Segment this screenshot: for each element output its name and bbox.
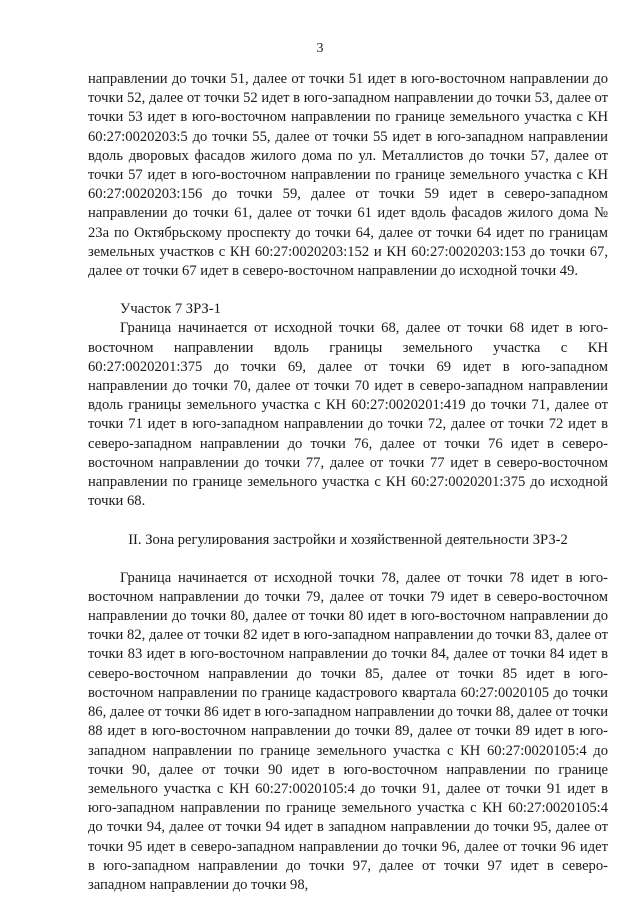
- paragraph-zrz2-boundary: Граница начинается от исходной точки 78, далее от точки 78 идет в юго-восточном направлении до точки 79, далее от точки 79 идет в северо-восточном направлении до точки 80, далее от точки 80 идет в юго-восточном направлении до точки 82, далее от точки 82 идет в юго-западном направлении до точки 83, далее от точки 83 идет в юго-восточном направлении до точки 84, далее от точки 84 идет в северо-восточном направлении до точки 85, далее от точки 85 идет в юго-восточном направлении по границе кадастрового квартала 60:27:0020105 до точки 86, далее от точки 86 идет в юго-западном направлении до точки 88, далее от точки 88 идет в юго-восточном направлении до точки 89, далее от точки 89 идет в юго-западном направлении по границе земельного участка с КН 60:27:0020105:4 до точки 90, далее от точки 90 идет в юго-восточном направлении по границе земельного участка с КН 60:27:0020105:4 до точки 91, далее от точки 91 идет в юго-западном направлении по границе земельного участка с КН 60:27:0020105:4 до точки 94, далее от точки 94 идет в западном направлении до точки 95, далее от точки 95 идет в северо-западном направлении до точки 96, далее от точки 96 идет в юго-западном направлении до точки 97, далее от точки 97 идет в северо-западном направлении до точки 98,: [88, 569, 608, 893]
- plot-heading: Участок 7 ЗРЗ-1: [120, 301, 221, 318]
- document-body: [88, 70, 608, 895]
- page-number: 3: [316, 41, 324, 56]
- section-title: II. Зона регулирования застройки и хозяйственной деятельности ЗРЗ-2: [128, 532, 568, 549]
- paragraph-plot7-boundary: Граница начинается от исходной точки 68, далее от точки 68 идет в юго-восточном направлении вдоль границы земельного участка с КН 60:27:0020201:375 до точки 69, далее от точки 69 идет в юго-западном направлении до точки 70, далее от точки 70 идет в северо-западном направлении вдоль границы земельного участка с КН 60:27:0020201:419 до точки 71, далее от точки 71 идет в юго-западном направлении до точки 72, далее от точки 72 идет в северо-западном направлении до точки 76, далее от точки 76 идет в северо-восточном направлении до точки 77, далее от точки 77 идет в северо-восточном направлении по границе земельного участка с КН 60:27:0020201:375 до исходной точки 68.: [88, 320, 608, 510]
- paragraph-continuation: направлении до точки 51, далее от точки 51 идет в юго-восточном направлении до точки 52, далее от точки 52 идет в юго-западном направлении до точки 53, далее от точки 53 идет в юго-восточном направлении по границе земельного участка с КН 60:27:0020203:5 до точки 55, далее от точки 55 идет в юго-западном направлении вдоль дворовых фасадов жилого дома по ул. Металлистов до точки 57, далее от точки 57 идет в юго-восточном направлении по границе земельного участка с КН 60:27:0020203:156 до точки 59, далее от точки 59 идет в северо-западном направлении до точки 61, далее от точки 61 идет вдоль фасадов жилого дома № 23а по Октябрьскому проспекту до точки 64, далее от точки 64 идет по границам земельных участков с КН 60:27:0020203:152 и КН 60:27:0020203:153 до точки 67, далее от точки 67 идет в северо-восточном направлении до исходной точки 49.: [88, 71, 608, 280]
